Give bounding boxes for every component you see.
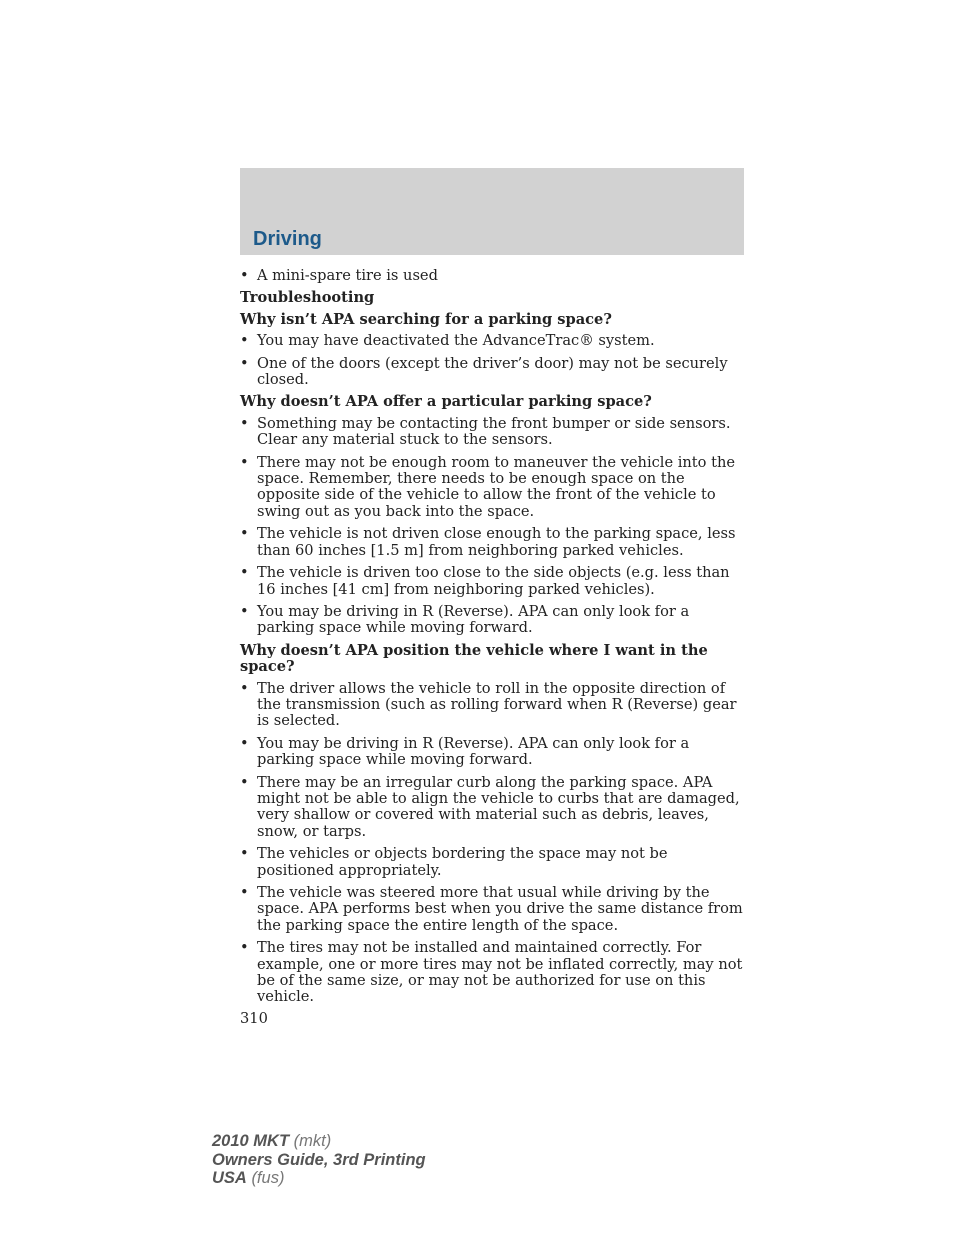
bullet-icon: •	[240, 267, 249, 284]
list-item	[240, 526, 746, 559]
footer-printing: Owners Guide, 3rd Printing	[212, 1150, 426, 1169]
list-item	[240, 416, 746, 449]
bullet-icon: •	[240, 332, 249, 350]
list-item	[240, 846, 746, 879]
footer-model: 2010 MKT	[212, 1132, 290, 1150]
list-item	[240, 604, 746, 637]
page-content	[240, 268, 746, 1027]
footer-model-code: (mkt)	[293, 1132, 332, 1150]
question-heading: Why isn’t APA searching for a parking space?	[240, 310, 612, 328]
bullet-icon: •	[240, 602, 249, 620]
page-number: 310	[240, 1009, 268, 1027]
bullet-icon: •	[240, 354, 249, 372]
footer-region-code: (fus)	[251, 1169, 285, 1187]
list-item	[240, 333, 746, 349]
list-item	[240, 268, 746, 284]
troubleshooting-heading: Troubleshooting	[240, 289, 375, 307]
question-heading: Why doesn’t APA position the vehicle where I want in the space?	[240, 641, 708, 676]
list-item-text: A mini-spare tire is used	[257, 267, 438, 284]
list-item	[240, 885, 746, 934]
list-item	[240, 775, 746, 841]
list-item	[240, 681, 746, 730]
list-item	[240, 565, 746, 598]
list-item-text: One of the doors (except the driver’s door) may not be securely closed.	[257, 354, 728, 389]
list-item-text: The driver allows the vehicle to roll in the opposite direction of the transmission (such as rolling forward when R (Reverse) gear is selected.	[257, 679, 737, 730]
bullet-icon: •	[240, 773, 249, 791]
bullet-icon: •	[240, 734, 249, 752]
list-item	[240, 736, 746, 769]
section-title: Driving	[253, 228, 322, 250]
list-item	[240, 940, 746, 1006]
footer-line-model	[212, 1132, 426, 1151]
footer-region: USA	[212, 1169, 247, 1187]
bullet-icon: •	[240, 525, 249, 543]
list-item-text: Something may be contacting the front bumper or side sensors. Clear any material stuck to the sensors.	[257, 414, 731, 449]
bullet-icon: •	[240, 939, 249, 957]
list-item-text: The vehicles or objects bordering the space may not be positioned appropriately.	[257, 845, 668, 879]
bullet-icon: •	[240, 453, 249, 471]
list-item-text: The vehicle is driven too close to the side objects (e.g. less than 16 inches [41 cm] from neighboring parked vehicles).	[257, 564, 730, 598]
document-footer	[212, 1132, 426, 1188]
bullet-icon: •	[240, 414, 249, 432]
list-item-text: The vehicle was steered more that usual while driving by the space. APA performs best when you drive the same distance from the parking space the entire length of the space.	[257, 884, 743, 934]
list-item-text: There may not be enough room to maneuver the vehicle into the space. Remember, there needs to be enough space on the opposite side of the vehicle to allow the front of the vehicle to swing out as you back into the space.	[257, 453, 735, 520]
bullet-icon: •	[240, 564, 249, 582]
list-item-text: There may be an irregular curb along the parking space. APA might not be able to align the vehicle to curbs that are damaged, very shallow or covered with material such as debris, leaves, snow, or tarps.	[257, 773, 740, 840]
question-heading: Why doesn’t APA offer a particular parking space?	[240, 393, 652, 411]
list-item-text: You may have deactivated the AdvanceTrac® system.	[257, 332, 655, 350]
section-header	[240, 168, 744, 255]
bullet-icon: •	[240, 884, 249, 901]
footer-line-region	[212, 1169, 426, 1188]
list-item-text: You may be driving in R (Reverse). APA can only look for a parking space while moving forward.	[257, 734, 690, 769]
list-item-text: The tires may not be installed and maintained correctly. For example, one or more tires may not be inflated correctly, may not be of the same size, or may not be authorized for use on this vehicle.	[257, 939, 743, 1006]
list-item-text: You may be driving in R (Reverse). APA can only look for a parking space while moving forward.	[257, 602, 690, 637]
bullet-icon: •	[240, 679, 249, 697]
list-item	[240, 455, 746, 521]
list-item-text: The vehicle is not driven close enough to the parking space, less than 60 inches [1.5 m] from neighboring parked vehicles.	[257, 525, 736, 559]
list-item	[240, 356, 746, 389]
bullet-icon: •	[240, 845, 249, 863]
